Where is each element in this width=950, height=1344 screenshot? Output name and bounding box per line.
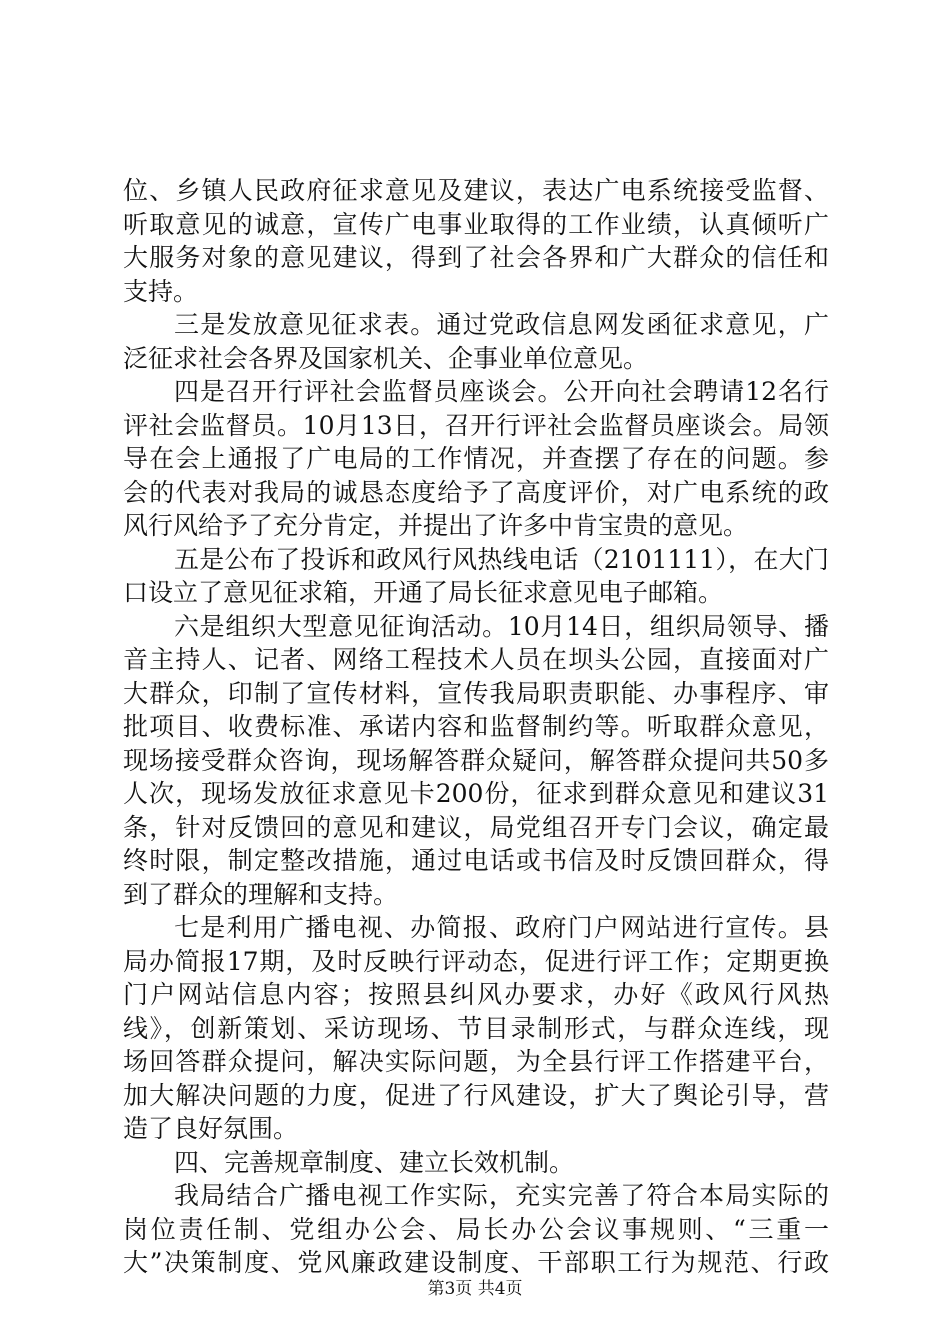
paragraph-line: 听取意见的诚意，宣传广电事业取得的工作业绩，认真倾听广 [123,210,829,239]
paragraph-line: 场回答群众提问，解决实际问题，为全县行评工作搭建平台， [123,1047,829,1076]
paragraph-line: 位、乡镇人民政府征求意见及建议，表达广电系统接受监督、 [123,176,829,205]
paragraph-line: 大群众，印制了宣传材料，宣传我局职责职能、办事程序、审 [123,679,829,708]
paragraph-line: 支持。 [123,277,199,306]
paragraph-line: 我局结合广播电视工作实际，充实完善了符合本局实际的 [174,1181,829,1210]
paragraph-line: 大”决策制度、党风廉政建设制度、干部职工行为规范、行政 [123,1248,829,1277]
paragraph-line: 会的代表对我局的诚恳态度给予了高度评价，对广电系统的政 [123,478,829,507]
paragraph-line: 导在会上通报了广电局的工作情况，并查摆了存在的问题。参 [123,444,829,473]
paragraph-line: 口设立了意见征求箱，开通了局长征求意见电子邮箱。 [123,578,724,607]
paragraph-line: 门户网站信息内容；按照县纠风办要求，办好《政风行风热 [123,980,829,1009]
paragraph-line: 泛征求社会各界及国家机关、企事业单位意见。 [123,344,649,373]
paragraph-line: 终时限，制定整改措施，通过电话或书信及时反馈回群众，得 [123,846,829,875]
paragraph-line: 造了良好氛围。 [123,1114,299,1143]
paragraph-line: 风行风给予了充分肯定，并提出了许多中肯宝贵的意见。 [123,511,749,540]
paragraph-line: 三是发放意见征求表。通过党政信息网发函征求意见，广 [174,310,829,339]
paragraph-line: 局办简报17期，及时反映行评动态，促进行评工作；定期更换 [123,947,829,976]
paragraph-line: 大服务对象的意见建议，得到了社会各界和广大群众的信任和 [123,243,829,272]
paragraph-line: 岗位责任制、党组办公会、局长办公会议事规则、“三重一 [123,1215,829,1244]
page-number-footer: 第3页 共4页 [427,1279,523,1299]
paragraph-line: 批项目、收费标准、承诺内容和监督制约等。听取群众意见， [123,712,829,741]
paragraph-line: 现场接受群众咨询，现场解答群众疑问，解答群众提问共50多 [123,746,829,775]
paragraph-line: 线》，创新策划、采访现场、节目录制形式，与群众连线，现 [123,1014,829,1043]
section-heading: 四、完善规章制度、建立长效机制。 [174,1148,575,1177]
paragraph-line: 到了群众的理解和支持。 [123,880,399,909]
paragraph-line: 四是召开行评社会监督员座谈会。公开向社会聘请12名行 [174,377,829,406]
paragraph-line: 音主持人、记者、网络工程技术人员在坝头公园，直接面对广 [123,645,829,674]
paragraph-line: 条，针对反馈回的意见和建议，局党组召开专门会议，确定最 [123,813,829,842]
paragraph-line: 加大解决问题的力度，促进了行风建设，扩大了舆论引导，营 [123,1081,829,1110]
paragraph-line: 六是组织大型意见征询活动。10月14日，组织局领导、播 [174,612,829,641]
paragraph-line: 人次，现场发放征求意见卡200份，征求到群众意见和建议31 [123,779,829,808]
paragraph-line: 七是利用广播电视、办简报、政府门户网站进行宣传。县 [174,913,829,942]
paragraph-line: 评社会监督员。10月13日，召开行评社会监督员座谈会。局领 [123,411,829,440]
paragraph-line: 五是公布了投诉和政风行风热线电话（2101111），在大门 [174,545,829,574]
